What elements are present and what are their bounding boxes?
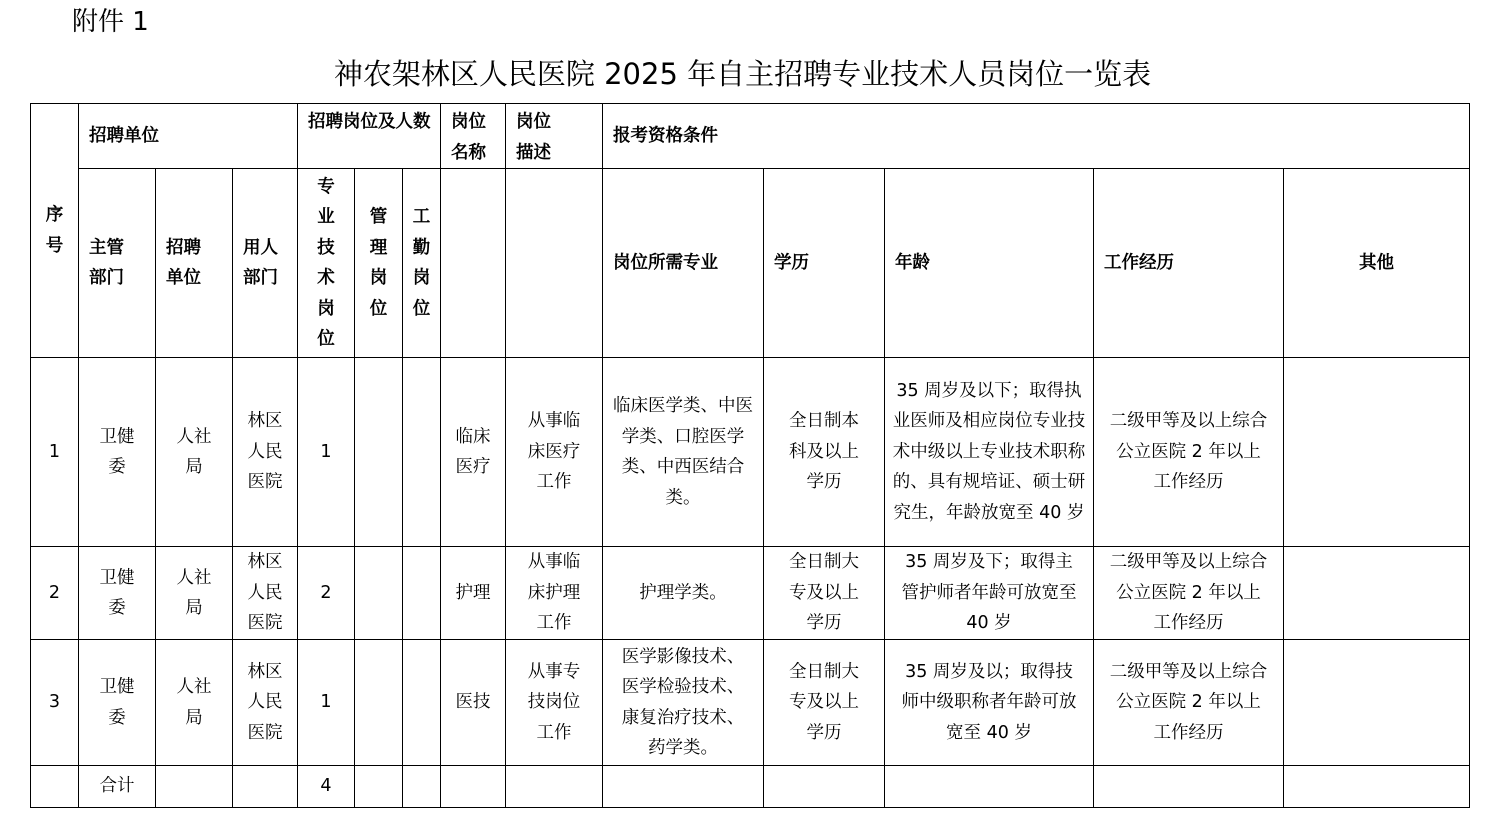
cell-service (403, 640, 441, 766)
cell-name: 护理 (441, 547, 506, 640)
cell-total-empty (441, 766, 506, 808)
table-row (31, 358, 1470, 547)
header-service-post: 工勤岗位 (403, 169, 441, 358)
cell-tech: 1 (298, 358, 355, 547)
cell-total-empty (764, 766, 885, 808)
header-age: 年龄 (885, 169, 1094, 358)
header-row-2 (31, 169, 1470, 358)
cell-total-empty (506, 766, 603, 808)
cell-desc: 从事专技岗位工作 (506, 640, 603, 766)
cell-experience: 二级甲等及以上综合公立医院 2 年以上工作经历 (1094, 547, 1284, 640)
header-other: 其他 (1284, 169, 1470, 358)
cell-total-empty (156, 766, 233, 808)
page-title: 神农架林区人民医院 2025 年自主招聘专业技术人员岗位一览表 (333, 57, 1152, 91)
table-row (31, 640, 1470, 766)
cell-total-empty (403, 766, 441, 808)
header-empty-desc (506, 169, 603, 358)
cell-tech: 1 (298, 640, 355, 766)
header-employing-dept: 用人部门 (233, 169, 298, 358)
header-position-desc: 岗位描述 (506, 104, 603, 169)
cell-age: 35 周岁及以；取得技师中级职称者年龄可放宽至 40 岁 (885, 640, 1094, 766)
cell-major: 护理学类。 (603, 547, 764, 640)
cell-experience: 二级甲等及以上综合公立医院 2 年以上工作经历 (1094, 358, 1284, 547)
cell-total-empty (1284, 766, 1470, 808)
cell-employer: 林区人民医院 (233, 640, 298, 766)
cell-major: 医学影像技术、医学检验技术、康复治疗技术、药学类。 (603, 640, 764, 766)
cell-org: 人社局 (156, 358, 233, 547)
header-empty-name (441, 169, 506, 358)
table-row (31, 547, 1470, 640)
header-qualifications: 报考资格条件 (603, 104, 1470, 169)
header-recruit-unit: 招聘单位 (79, 104, 298, 169)
header-major: 岗位所需专业 (603, 169, 764, 358)
cell-service (403, 547, 441, 640)
cell-experience: 二级甲等及以上综合公立医院 2 年以上工作经历 (1094, 640, 1284, 766)
cell-name: 临床医疗 (441, 358, 506, 547)
attachment-label: 附件 1 (72, 7, 149, 37)
cell-org: 人社局 (156, 640, 233, 766)
cell-name: 医技 (441, 640, 506, 766)
header-recruit-org: 招聘单位 (156, 169, 233, 358)
cell-age: 35 周岁及下；取得主管护师者年龄可放宽至 40 岁 (885, 547, 1094, 640)
header-seq: 序号 (31, 104, 79, 358)
header-dept-in-charge: 主管部门 (79, 169, 156, 358)
cell-service (403, 358, 441, 547)
cell-education: 全日制大专及以上学历 (764, 547, 885, 640)
cell-dept: 卫健委 (79, 358, 156, 547)
cell-total-empty (603, 766, 764, 808)
cell-seq: 2 (31, 547, 79, 640)
total-row (31, 766, 1470, 808)
cell-mgmt (355, 547, 403, 640)
cell-employer: 林区人民医院 (233, 547, 298, 640)
header-positions-and-count: 招聘岗位及人数 (298, 104, 441, 169)
cell-education: 全日制本科及以上学历 (764, 358, 885, 547)
cell-major: 临床医学类、中医学类、口腔医学类、中西医结合类。 (603, 358, 764, 547)
cell-mgmt (355, 640, 403, 766)
cell-employer: 林区人民医院 (233, 358, 298, 547)
cell-dept: 卫健委 (79, 547, 156, 640)
cell-other (1284, 358, 1470, 547)
cell-desc: 从事临床护理工作 (506, 547, 603, 640)
header-position-name: 岗位名称 (441, 104, 506, 169)
cell-total-empty (233, 766, 298, 808)
cell-total-tech: 4 (298, 766, 355, 808)
cell-total-label: 合计 (79, 766, 156, 808)
cell-age: 35 周岁及以下；取得执业医师及相应岗位专业技术中级以上专业技术职称的、具有规培证、硕士研究生，年龄放宽至 40 岁 (885, 358, 1094, 547)
cell-total-seq-empty (31, 766, 79, 808)
cell-dept: 卫健委 (79, 640, 156, 766)
header-education: 学历 (764, 169, 885, 358)
cell-other (1284, 547, 1470, 640)
cell-total-empty (355, 766, 403, 808)
cell-mgmt (355, 358, 403, 547)
cell-total-empty (885, 766, 1094, 808)
header-mgmt-post: 管理岗位 (355, 169, 403, 358)
header-row-1 (31, 104, 1470, 169)
cell-education: 全日制大专及以上学历 (764, 640, 885, 766)
cell-seq: 1 (31, 358, 79, 547)
header-tech-post: 专业技术岗位 (298, 169, 355, 358)
cell-seq: 3 (31, 640, 79, 766)
cell-other (1284, 640, 1470, 766)
cell-tech: 2 (298, 547, 355, 640)
cell-desc: 从事临床医疗工作 (506, 358, 603, 547)
cell-total-empty (1094, 766, 1284, 808)
header-experience: 工作经历 (1094, 169, 1284, 358)
cell-org: 人社局 (156, 547, 233, 640)
positions-table (30, 103, 1470, 808)
